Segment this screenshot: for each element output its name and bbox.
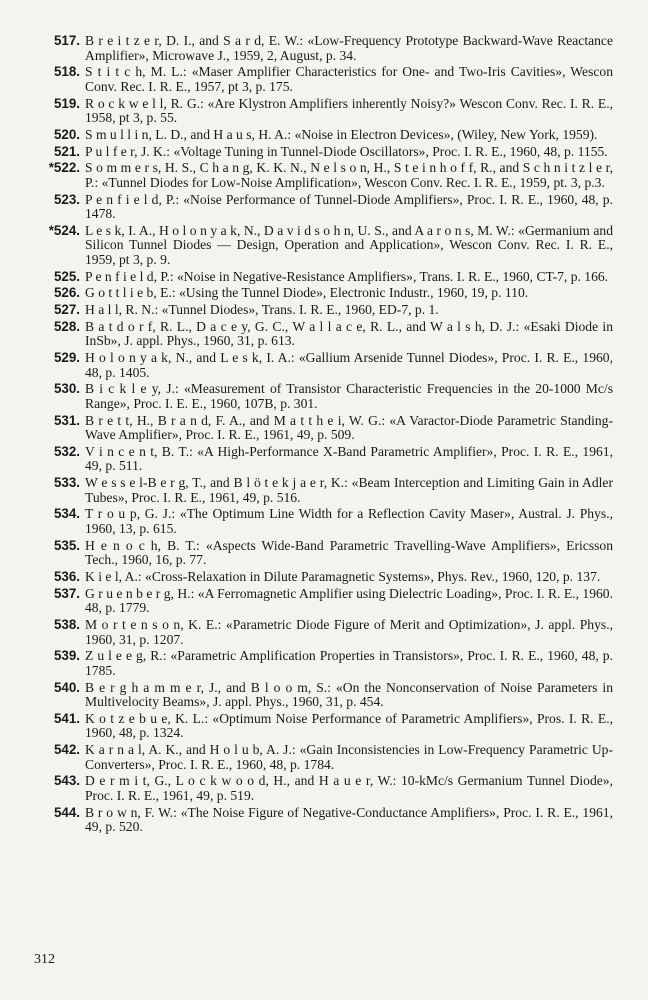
reference-text: V i n c e n t, B. T.: «A High-Performance X-Band Parametric Amplifier», Proc. I. R. E., 1961, 49, p. 511.	[85, 443, 613, 474]
reference-entry	[0, 351, 648, 380]
reference-entry	[0, 65, 648, 94]
reference-number: 530.	[53, 381, 80, 397]
reference-entry	[0, 303, 648, 318]
reference-text: L e s k, I. A., H o l o n y a k, N., D a v i d s o h n, U. S., and A a r o n s, M. W.: «Germanium and Silicon Tunnel Diodes — Design, Operation and Application», Wescon Conv. Rec. I. R. E., 1959, pt 3, p. 9.	[85, 222, 613, 267]
reference-entry	[0, 618, 648, 647]
reference-text: B r o w n, F. W.: «The Noise Figure of Negative-Conductance Amplifiers», Proc. I. R. E., 1961, 49, p. 520.	[85, 804, 613, 835]
reference-number: 529.	[53, 350, 80, 365]
reference-number: 543.	[53, 773, 80, 789]
reference-entry	[0, 570, 648, 585]
reference-number: 532.	[53, 443, 80, 459]
reference-entry	[0, 382, 648, 411]
reference-entry	[0, 414, 648, 443]
reference-entry	[0, 587, 648, 616]
reference-text: B e r g h a m m e r, J., and B l o o m, S.: «On the Nonconservation of Noise Parameters in Multivelocity Beams», J. appl. Phys., 1960, 31, p. 454.	[85, 679, 613, 710]
reference-number: 520.	[53, 126, 80, 142]
reference-text: G r u e n b e r g, H.: «A Ferromagnetic Amplifier using Dielectric Loading», Proc. I. R. E., 1960. 48, p. 1779.	[85, 585, 613, 616]
reference-text: K i e l, A.: «Cross-Relaxation in Dilute Paramagnetic Systems», Phys. Rev., 1960, 120, p. 137.	[85, 568, 601, 584]
reference-entry	[0, 539, 648, 568]
reference-entry	[0, 806, 648, 835]
reference-entry	[0, 193, 648, 222]
reference-text: R o c k w e l l, R. G.: «Are Klystron Amplifiers inherently Noisy?» Wescon Conv. Rec. I. R. E., 1958, pt 3, p. 55.	[85, 95, 613, 126]
reference-text: M o r t e n s o n, K. E.: «Parametric Diode Figure of Merit and Optimization», J. appl. Phys., 1960, 31, p. 1207.	[85, 616, 613, 647]
reference-number: 540.	[53, 679, 80, 695]
reference-number: *524.	[48, 222, 80, 238]
reference-number: 525.	[53, 268, 80, 284]
reference-text: H e n o c h, B. T.: «Aspects Wide-Band Parametric Travelling-Wave Amplifiers», Ericsson Tech., 1960, 16, p. 77.	[85, 537, 613, 568]
reference-text: B r e t t, H., B r a n d, F. A., and M a t t h e i, W. G.: «A Varactor-Diode Parametric Standing-Wave Amplifier», Proc. I. R. E., 1961, 49, p. 509.	[85, 412, 613, 443]
reference-number: 521.	[53, 143, 80, 159]
reference-number: *522.	[48, 160, 80, 176]
reference-number: 528.	[53, 318, 80, 334]
reference-number: 519.	[53, 95, 80, 111]
reference-number: 541.	[53, 710, 80, 726]
reference-text: P e n f i e l d, P.: «Noise Performance of Tunnel-Diode Amplifiers», Proc. I. R. E., 1960, 48, p. 1478.	[85, 191, 613, 222]
reference-entry	[0, 649, 648, 678]
reference-text: K o t z e b u e, K. L.: «Optimum Noise Performance of Parametric Amplifiers», Pros. I. R. E., 1960, 48, p. 1324.	[85, 710, 613, 741]
reference-text: S m u l l i n, L. D., and H a u s, H. A.: «Noise in Electron Devices», (Wiley, New York, 1959).	[85, 126, 598, 142]
reference-text: S t i t c h, M. L.: «Maser Amplifier Characteristics for One- and Two-Iris Cavities», Wescon Conv. Rec. I. R. E., 1957, pt 3, p. 175.	[85, 64, 613, 94]
reference-number: 539.	[53, 648, 80, 664]
reference-entry	[0, 476, 648, 505]
reference-entry	[0, 507, 648, 536]
reference-number: 537.	[53, 585, 80, 601]
reference-number: 544.	[53, 804, 80, 820]
reference-entry	[0, 128, 648, 143]
reference-number: 526.	[53, 285, 80, 301]
reference-number: 542.	[53, 742, 80, 758]
reference-text: S o m m e r s, H. S., C h a n g, K. K. N., N e l s o n, H., S t e i n h o f f, R., and S c h n i t z l e r, P.: «Tunnel Diodes for Low-Noise Amplification», Wescon Conv. Rec. I. R. E., 1959, pt. 3, p.3.	[85, 160, 613, 190]
reference-entry	[0, 161, 648, 190]
reference-number: 527.	[53, 302, 80, 318]
reference-number: 517.	[53, 33, 80, 48]
reference-text: K a r n a l, A. K., and H o l u b, A. J.: «Gain Inconsistencies in Low-Frequency Parametric Up-Converters», Proc. I. R. E., 1960, 48, p. 1784.	[85, 742, 613, 772]
reference-number: 533.	[53, 475, 80, 491]
reference-number: 535.	[53, 537, 80, 553]
reference-text: B r e i t z e r, D. I., and S a r d, E. W.: «Low-Frequency Prototype Backward-Wave Reactance Amplifier», Microwave J., 1959, 2, August, p. 34.	[85, 33, 613, 63]
page-number: 312	[34, 952, 55, 967]
reference-entry	[0, 270, 648, 285]
reference-entry	[0, 97, 648, 126]
reference-entry	[0, 681, 648, 710]
reference-entry	[0, 224, 648, 268]
reference-number: 538.	[53, 616, 80, 632]
reference-text: T r o u p, G. J.: «The Optimum Line Width for a Reflection Cavity Maser», Austral. J. Phys., 1960, 13, p. 615.	[85, 506, 613, 536]
reference-entry	[0, 34, 648, 63]
reference-text: D e r m i t, G., L o c k w o o d, H., and H a u e r, W.: 10-kMc/s Germanium Tunnel Diode», Proc. I. R. E., 1961, 49, p. 519.	[85, 773, 613, 803]
reference-number: 518.	[53, 64, 80, 80]
reference-entry	[0, 712, 648, 741]
reference-number: 534.	[53, 506, 80, 522]
reference-text: H a l l, R. N.: «Tunnel Diodes», Trans. I. R. E., 1960, ED-7, p. 1.	[85, 302, 439, 318]
reference-entry	[0, 320, 648, 349]
reference-text: B i c k l e y, J.: «Measurement of Transistor Characteristic Frequencies in the 20-1000 Mc/s Range», Proc. I. E. E., 1960, 107B, p. 301.	[85, 381, 613, 411]
reference-text: G o t t l i e b, E.: «Using the Tunnel Diode», Electronic Industr., 1960, 19, p. 110.	[85, 285, 529, 301]
reference-text: P e n f i e l d, P.: «Noise in Negative-Resistance Amplifiers», Trans. I. R. E., 1960, CT-7, p. 166.	[85, 268, 609, 284]
reference-number: 531.	[53, 412, 80, 428]
reference-list	[0, 34, 648, 837]
reference-entry	[0, 743, 648, 772]
reference-text: Z u l e e g, R.: «Parametric Amplification Properties in Transistors», Proc. I. R. E., 1960, 48, p. 1785.	[85, 648, 613, 678]
reference-text: P u l f e r, J. K.: «Voltage Tuning in Tunnel-Diode Oscillators», Proc. I. R. E., 1960, 48, p. 1155.	[85, 143, 608, 159]
reference-entry	[0, 445, 648, 474]
reference-text: B a t d o r f, R. L., D a c e y, G. C., W a l l a c e, R. L., and W a l s h, D. J.: «Esaki Diode in InSb», J. appl. Phys., 1960, 31, p. 613.	[85, 318, 613, 349]
reference-number: 523.	[53, 191, 80, 207]
reference-entry	[0, 774, 648, 803]
reference-text: W e s s e l-B e r g, T., and B l ö t e k j a e r, K.: «Beam Interception and Limiting Gain in Adler Tubes», Proc. I. R. E., 1961, 49, p. 516.	[85, 475, 613, 505]
reference-entry	[0, 145, 648, 160]
reference-entry	[0, 286, 648, 301]
reference-text: H o l o n y a k, N., and L e s k, I. A.: «Gallium Arsenide Tunnel Diodes», Proc. I. R. E., 1960, 48, p. 1405.	[85, 350, 613, 380]
reference-number: 536.	[53, 568, 80, 584]
